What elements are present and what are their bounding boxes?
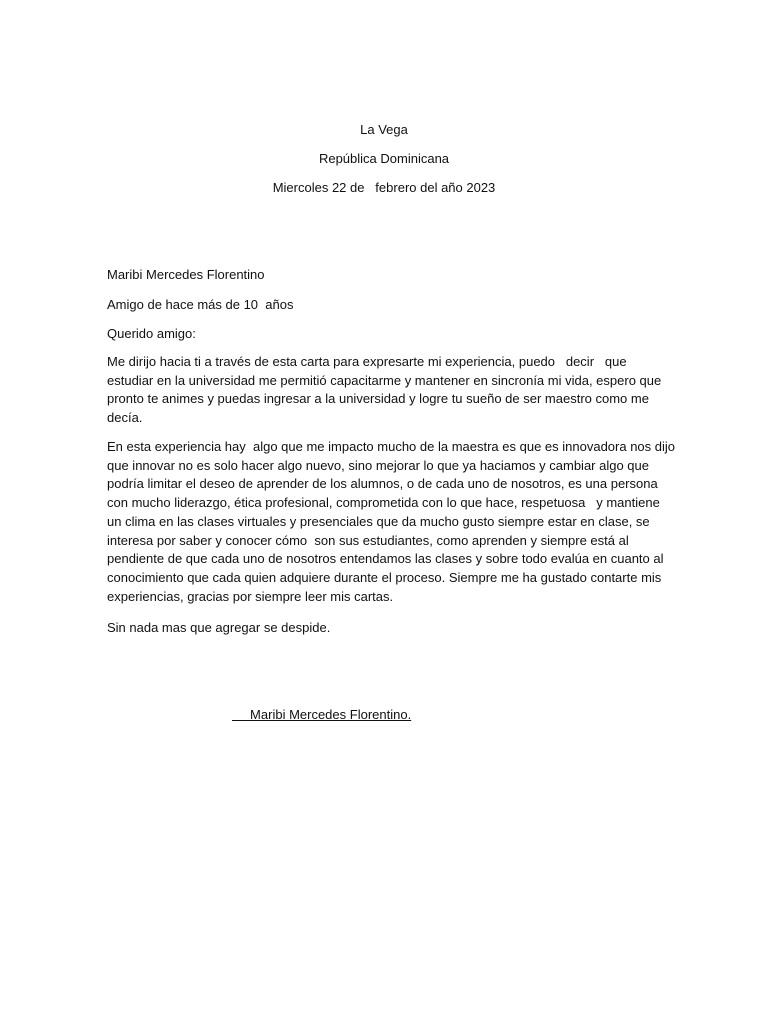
paragraph-line: pendiente de que cada uno de nosotros entendamos las clases y sobre todo evalúa en cuanto al [107,551,664,567]
paragraph-line: decía. [107,410,143,426]
paragraph-line: que innovar no es solo hacer algo nuevo, sino mejorar lo que ya haciamos y cambiar algo que [107,457,649,473]
paragraph-line: conocimiento que cada quien adquiere durante el proceso. Siempre me ha gustado contarte mis [107,569,662,585]
header-city: La Vega [360,122,408,137]
paragraph-line: un clima en las clases virtuales y presenciales que da mucho gusto siempre estar en clase, se [107,513,650,529]
paragraph-line: experiencias, gracias por siempre leer mis cartas. [107,588,394,604]
recipient-relation: Amigo de hace más de 10 años [107,297,294,312]
header-country: República Dominicana [318,151,450,166]
header-date: Miercoles 22 de febrero del año 2023 [272,180,496,195]
paragraph-line: En esta experiencia hay algo que me impacto mucho de la maestra es que es innovadora nos dijo [107,439,676,454]
paragraph-line: con mucho liderazgo, ética profesional, comprometida con lo que hace, respetuosa y mantiene [107,495,660,511]
salutation: Querido amigo: [107,326,196,341]
body-paragraph-2 [107,438,676,606]
paragraph-line: interesa por saber y conocer cómo son sus estudiantes, como aprenden y siempre está al [107,532,629,548]
paragraph-line: Me dirijo hacia ti a través de esta carta para expresarte mi experiencia, puedo decir que [107,354,627,369]
paragraph-line: estudiar en la universidad me permitió capacitarme y mantener en sincronía mi vida, espero que [107,372,662,388]
closing-line: Sin nada mas que agregar se despide. [107,620,331,635]
body-paragraph-1 [107,353,667,428]
recipient-name: Maribi Mercedes Florentino [107,267,265,282]
paragraph-line: podría limitar el deseo de aprender de los alumnos, o de cada uno de nosotros, es una persona [107,476,658,492]
signature: Maribi Mercedes Florentino. [232,707,412,722]
paragraph-line: pronto te animes y puedas ingresar a la universidad y logre tu sueño de ser maestro como me [107,391,649,407]
